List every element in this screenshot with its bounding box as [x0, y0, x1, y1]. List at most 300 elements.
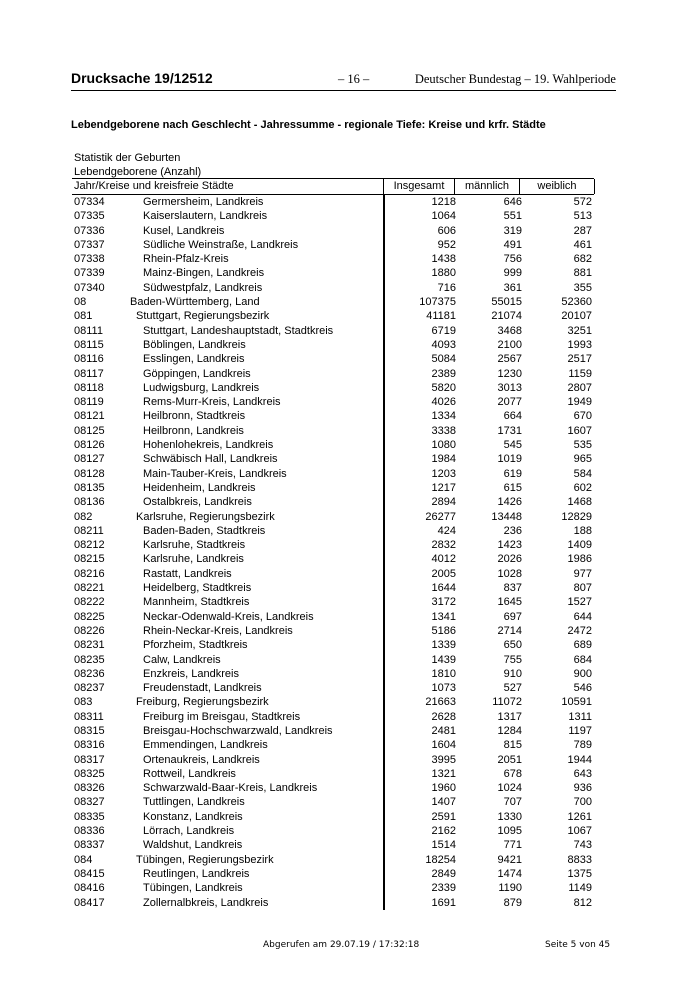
male-count: 1028 — [497, 567, 522, 580]
region-name: Reutlingen, Landkreis — [143, 867, 250, 880]
table-row — [72, 367, 594, 381]
total-count: 41181 — [426, 310, 456, 323]
female-count: 789 — [573, 739, 592, 752]
total-count: 716 — [437, 281, 456, 294]
female-count: 700 — [573, 796, 592, 809]
table-row — [72, 781, 594, 795]
region-name: Tuttlingen, Landkreis — [143, 796, 245, 809]
total-count: 18254 — [425, 853, 456, 866]
total-count: 3995 — [431, 753, 456, 766]
births-table — [72, 178, 594, 910]
table-row — [72, 867, 594, 881]
male-count: 3013 — [497, 381, 522, 394]
table-row — [72, 238, 594, 252]
male-count: 361 — [503, 281, 522, 294]
female-count: 52360 — [561, 296, 592, 309]
region-name: Südwestpfalz, Landkreis — [143, 281, 263, 294]
total-count: 1321 — [431, 767, 456, 780]
female-count: 513 — [573, 210, 592, 223]
region-code: 07340 — [74, 281, 105, 294]
region-code: 08 — [74, 296, 87, 309]
drucksache-number — [71, 70, 213, 86]
female-count: 1993 — [567, 338, 592, 351]
region-name: Karlsruhe, Stadtkreis — [143, 539, 246, 552]
region-name: Böblingen, Landkreis — [143, 338, 246, 351]
region-name: Freiburg, Regierungsbezirk — [136, 696, 269, 709]
region-name: Lörrach, Landkreis — [143, 825, 235, 838]
region-code: 08136 — [74, 496, 105, 509]
female-count: 20107 — [561, 310, 592, 323]
male-count: 527 — [503, 682, 522, 695]
male-count: 2100 — [497, 338, 522, 351]
region-name: Rastatt, Landkreis — [143, 567, 232, 580]
male-count: 1474 — [497, 867, 522, 880]
region-code: 08335 — [74, 810, 105, 823]
table-row — [72, 595, 594, 609]
table-row — [72, 295, 594, 309]
total-count: 1073 — [431, 682, 456, 695]
region-name: Stuttgart, Regierungsbezirk — [136, 310, 270, 323]
male-count: 664 — [503, 410, 522, 423]
column-header-total: Insgesamt — [383, 179, 454, 194]
total-count: 1341 — [431, 610, 456, 623]
region-name: Calw, Landkreis — [143, 653, 221, 666]
total-count: 3338 — [431, 424, 456, 437]
female-count: 644 — [573, 610, 592, 623]
male-count: 1024 — [497, 782, 522, 795]
table-row — [72, 695, 594, 709]
female-count: 1986 — [567, 553, 592, 566]
female-count: 1261 — [567, 810, 592, 823]
male-count: 815 — [503, 739, 522, 752]
female-count: 2472 — [567, 624, 592, 637]
table-row — [72, 281, 594, 295]
region-code: 07334 — [74, 196, 105, 208]
female-count: 682 — [573, 253, 592, 266]
region-name: Neckar-Odenwald-Kreis, Landkreis — [143, 610, 314, 623]
male-count: 999 — [503, 267, 522, 280]
region-code: 07335 — [74, 210, 105, 223]
male-count: 319 — [503, 224, 522, 237]
region-code: 08115 — [74, 338, 104, 351]
total-count: 2005 — [431, 567, 456, 580]
table-row — [72, 810, 594, 824]
female-count: 10591 — [561, 696, 592, 709]
total-count: 1960 — [431, 782, 456, 795]
page-header — [71, 70, 616, 91]
female-count: 188 — [573, 524, 592, 537]
region-name: Main-Tauber-Kreis, Landkreis — [143, 467, 287, 480]
female-count: 900 — [573, 667, 592, 680]
region-name: Kaiserslautern, Landkreis — [143, 210, 268, 223]
table-row — [72, 824, 594, 838]
total-count: 2481 — [431, 724, 456, 737]
region-code: 082 — [74, 510, 93, 523]
male-count: 1317 — [497, 710, 522, 723]
female-count: 8833 — [567, 853, 592, 866]
female-count: 977 — [573, 567, 592, 580]
region-name: Freudenstadt, Landkreis — [143, 682, 262, 695]
region-code: 07338 — [74, 253, 105, 266]
region-code: 08135 — [74, 481, 105, 494]
table-row — [72, 767, 594, 781]
region-code: 08416 — [74, 882, 105, 895]
female-count: 12829 — [561, 510, 592, 523]
table-row — [72, 567, 594, 581]
region-code: 08216 — [74, 567, 105, 580]
table-row — [72, 524, 594, 538]
female-count: 743 — [573, 839, 592, 852]
table-row — [72, 724, 594, 738]
male-count: 2077 — [497, 396, 522, 409]
region-name: Karlsruhe, Regierungsbezirk — [136, 510, 275, 523]
region-code: 08118 — [74, 381, 104, 394]
female-count: 1159 — [568, 367, 592, 380]
table-row — [72, 467, 594, 481]
region-code: 08317 — [74, 753, 105, 766]
drucksache-id: 12512 — [173, 70, 213, 86]
female-count: 1197 — [568, 724, 592, 737]
total-count: 3172 — [431, 596, 456, 609]
total-count: 1218 — [431, 196, 456, 208]
region-code: 08417 — [74, 896, 105, 909]
male-count: 491 — [503, 238, 522, 251]
female-count: 355 — [573, 281, 592, 294]
region-code: 08237 — [74, 682, 105, 695]
table-row — [72, 324, 594, 338]
region-code: 08337 — [74, 839, 105, 852]
total-count: 1334 — [431, 410, 456, 423]
region-name: Heilbronn, Stadtkreis — [143, 410, 246, 423]
table-row — [72, 667, 594, 681]
region-name: Esslingen, Landkreis — [143, 353, 245, 366]
table-row — [72, 753, 594, 767]
region-name: Hohenlohekreis, Landkreis — [143, 439, 274, 452]
male-count: 1284 — [497, 724, 522, 737]
region-name: Karlsruhe, Landkreis — [143, 553, 244, 566]
region-name: Tübingen, Landkreis — [143, 882, 243, 895]
table-row — [72, 853, 594, 867]
total-count: 424 — [437, 524, 456, 537]
male-count: 910 — [503, 667, 522, 680]
table-row — [72, 495, 594, 509]
region-name: Schwarzwald-Baar-Kreis, Landkreis — [143, 782, 318, 795]
total-count: 2389 — [431, 367, 456, 380]
table-row — [72, 624, 594, 638]
table-row — [72, 795, 594, 809]
male-count: 615 — [503, 481, 522, 494]
region-code: 08336 — [74, 825, 105, 838]
region-name: Breisgau-Hochschwarzwald, Landkreis — [143, 724, 333, 737]
female-count: 1607 — [567, 424, 592, 437]
table-row — [72, 266, 594, 280]
male-count: 55015 — [491, 296, 522, 309]
region-name: Rottweil, Landkreis — [143, 767, 236, 780]
column-header-region: Jahr/Kreise und kreisfreie Städte — [74, 180, 234, 192]
footer-page-count: Seite 5 von 45 — [545, 940, 611, 950]
table-row — [72, 224, 594, 238]
region-code: 08126 — [74, 439, 105, 452]
total-count: 1339 — [431, 639, 456, 652]
region-code: 08221 — [74, 582, 105, 595]
region-code: 07337 — [74, 238, 105, 251]
region-code: 08125 — [74, 424, 105, 437]
male-count: 13448 — [491, 510, 522, 523]
female-count: 670 — [573, 410, 592, 423]
total-count: 1691 — [431, 896, 456, 909]
table-row — [72, 581, 594, 595]
total-count: 2591 — [431, 810, 456, 823]
region-name: Kusel, Landkreis — [143, 224, 225, 237]
region-code: 08315 — [74, 724, 105, 737]
table-row — [72, 896, 594, 910]
total-count: 2849 — [431, 867, 456, 880]
male-count: 1330 — [497, 810, 522, 823]
table-row — [72, 481, 594, 495]
region-code: 08415 — [74, 867, 105, 880]
region-code: 08111 — [74, 324, 103, 337]
female-count: 1067 — [567, 825, 592, 838]
table-body — [72, 195, 594, 910]
table-row — [72, 424, 594, 438]
region-code: 08226 — [74, 624, 105, 637]
region-name: Ostalbkreis, Landkreis — [143, 496, 252, 509]
male-count: 1230 — [497, 367, 522, 380]
male-count: 755 — [503, 653, 522, 666]
female-count: 602 — [573, 481, 592, 494]
female-count: 1375 — [567, 867, 592, 880]
region-code: 08215 — [74, 553, 105, 566]
male-count: 650 — [503, 639, 522, 652]
region-code: 08117 — [74, 367, 104, 380]
region-code: 07336 — [74, 224, 105, 237]
male-count: 2026 — [497, 553, 522, 566]
total-count: 1217 — [431, 481, 456, 494]
female-count: 572 — [573, 196, 592, 208]
table-row — [72, 653, 594, 667]
male-count: 1095 — [497, 825, 522, 838]
total-count: 2162 — [431, 825, 456, 838]
female-count: 812 — [573, 896, 592, 909]
female-count: 3251 — [567, 324, 592, 337]
male-count: 9421 — [497, 853, 522, 866]
region-code: 08222 — [74, 596, 105, 609]
female-count: 965 — [573, 453, 592, 466]
female-count: 1949 — [567, 396, 592, 409]
table-row — [72, 638, 594, 652]
total-count: 1604 — [431, 739, 456, 752]
total-count: 5084 — [431, 353, 456, 366]
male-count: 756 — [503, 253, 522, 266]
region-name: Rems-Murr-Kreis, Landkreis — [143, 396, 281, 409]
column-header-female: weiblich — [519, 179, 595, 194]
total-count: 26277 — [425, 510, 456, 523]
document-title: Lebendgeborene nach Geschlecht - Jahressumme - regionale Tiefe: Kreise und krfr. Städte — [71, 119, 546, 131]
total-count: 4026 — [431, 396, 456, 409]
female-count: 1527 — [567, 596, 592, 609]
female-count: 1149 — [568, 882, 592, 895]
table-row — [72, 452, 594, 466]
male-count: 879 — [503, 896, 522, 909]
region-name: Schwäbisch Hall, Landkreis — [143, 453, 278, 466]
female-count: 881 — [573, 267, 592, 280]
publisher: Deutscher Bundestag – 19. Wahlperiode — [414, 72, 616, 86]
region-name: Konstanz, Landkreis — [143, 810, 243, 823]
table-row — [72, 309, 594, 323]
region-code: 08211 — [74, 524, 104, 537]
female-count: 2517 — [567, 353, 592, 366]
total-count: 1514 — [431, 839, 456, 852]
table-row — [72, 552, 594, 566]
male-count: 551 — [503, 210, 522, 223]
total-count: 1407 — [431, 796, 456, 809]
male-count: 1423 — [497, 539, 522, 552]
male-count: 2567 — [497, 353, 522, 366]
female-count: 1409 — [567, 539, 592, 552]
female-count: 2807 — [567, 381, 592, 394]
region-code: 07339 — [74, 267, 105, 280]
region-code: 08235 — [74, 653, 105, 666]
region-name: Pforzheim, Stadtkreis — [143, 639, 248, 652]
total-count: 4012 — [431, 553, 456, 566]
table-row — [72, 209, 594, 223]
region-name: Emmendingen, Landkreis — [143, 739, 268, 752]
total-count: 2628 — [431, 710, 456, 723]
table-row — [72, 510, 594, 524]
total-count: 5186 — [431, 624, 456, 637]
region-name: Göppingen, Landkreis — [143, 367, 251, 380]
region-code: 08311 — [74, 710, 104, 723]
total-count: 107375 — [419, 296, 456, 309]
region-name: Enzkreis, Landkreis — [143, 667, 239, 680]
total-count: 21663 — [425, 696, 456, 709]
male-count: 837 — [503, 582, 522, 595]
table-row — [72, 738, 594, 752]
male-count: 678 — [503, 767, 522, 780]
region-name: Freiburg im Breisgau, Stadtkreis — [143, 710, 301, 723]
male-count: 707 — [503, 796, 522, 809]
statistic-unit: Lebendgeborene (Anzahl) — [74, 166, 202, 178]
region-name: Heidenheim, Landkreis — [143, 481, 256, 494]
total-count: 2894 — [431, 496, 456, 509]
table-row — [72, 352, 594, 366]
female-count: 1311 — [568, 710, 592, 723]
table-row — [72, 538, 594, 552]
total-count: 1203 — [431, 467, 456, 480]
region-name: Tübingen, Regierungsbezirk — [136, 853, 274, 866]
male-count: 545 — [503, 439, 522, 452]
table-row — [72, 395, 594, 409]
male-count: 1645 — [497, 596, 522, 609]
total-count: 952 — [437, 238, 456, 251]
total-count: 2339 — [431, 882, 456, 895]
female-count: 689 — [573, 639, 592, 652]
male-count: 1731 — [497, 424, 522, 437]
region-code: 08116 — [74, 353, 104, 366]
female-count: 807 — [573, 582, 592, 595]
male-count: 619 — [503, 467, 522, 480]
region-code: 08231 — [74, 639, 105, 652]
female-count: 684 — [573, 653, 592, 666]
region-code: 08326 — [74, 782, 105, 795]
table-row — [72, 881, 594, 895]
table-row — [72, 710, 594, 724]
table-row — [72, 409, 594, 423]
column-header-male: männlich — [454, 179, 519, 194]
table-row — [72, 681, 594, 695]
total-count: 1064 — [431, 210, 456, 223]
male-count: 11072 — [492, 696, 522, 709]
female-count: 461 — [573, 238, 592, 251]
total-count: 1438 — [431, 253, 456, 266]
table-row — [72, 252, 594, 266]
region-name: Ortenaukreis, Landkreis — [143, 753, 260, 766]
table-row — [72, 438, 594, 452]
region-code: 084 — [74, 853, 93, 866]
table-row — [72, 381, 594, 395]
region-name: Mainz-Bingen, Landkreis — [143, 267, 265, 280]
male-count: 646 — [503, 196, 522, 208]
male-count: 697 — [503, 610, 522, 623]
region-code: 08236 — [74, 667, 105, 680]
total-count: 2832 — [431, 539, 456, 552]
total-count: 606 — [437, 224, 456, 237]
total-count: 1080 — [431, 439, 456, 452]
drucksache-label: Drucksache 19/ — [71, 70, 174, 86]
male-count: 21074 — [491, 310, 522, 323]
region-name: Rhein-Neckar-Kreis, Landkreis — [143, 624, 293, 637]
region-name: Zollernalbkreis, Landkreis — [143, 896, 269, 909]
region-name: Heilbronn, Landkreis — [143, 424, 244, 437]
region-code: 08212 — [74, 539, 105, 552]
region-name: Waldshut, Landkreis — [143, 839, 243, 852]
total-count: 6719 — [431, 324, 456, 337]
female-count: 584 — [573, 467, 592, 480]
male-count: 771 — [503, 839, 522, 852]
table-row — [72, 610, 594, 624]
female-count: 1468 — [567, 496, 592, 509]
female-count: 546 — [573, 682, 592, 695]
total-count: 1880 — [431, 267, 456, 280]
region-name: Baden-Württemberg, Land — [130, 296, 260, 309]
total-count: 1644 — [431, 582, 456, 595]
region-name: Heidelberg, Stadtkreis — [143, 582, 252, 595]
region-code: 081 — [74, 310, 93, 323]
region-code: 08119 — [74, 396, 104, 409]
female-count: 535 — [573, 439, 592, 452]
total-count: 4093 — [431, 338, 456, 351]
region-code: 08127 — [74, 453, 105, 466]
region-code: 08325 — [74, 767, 105, 780]
retrieval-timestamp: Abgerufen am 29.07.19 / 17:32:18 — [263, 940, 420, 950]
table-row — [72, 195, 594, 209]
female-count: 1944 — [567, 753, 592, 766]
total-count: 1984 — [431, 453, 456, 466]
region-code: 08327 — [74, 796, 105, 809]
male-count: 236 — [503, 524, 522, 537]
region-code: 08225 — [74, 610, 105, 623]
region-code: 08316 — [74, 739, 105, 752]
female-count: 936 — [573, 782, 592, 795]
total-count: 1810 — [431, 667, 456, 680]
statistic-source: Statistik der Geburten — [74, 152, 181, 164]
region-code: 08121 — [74, 410, 105, 423]
region-name: Mannheim, Stadtkreis — [143, 596, 250, 609]
female-count: 287 — [573, 224, 592, 237]
region-code: 08128 — [74, 467, 105, 480]
region-name: Ludwigsburg, Landkreis — [143, 381, 260, 394]
male-count: 1019 — [497, 453, 522, 466]
